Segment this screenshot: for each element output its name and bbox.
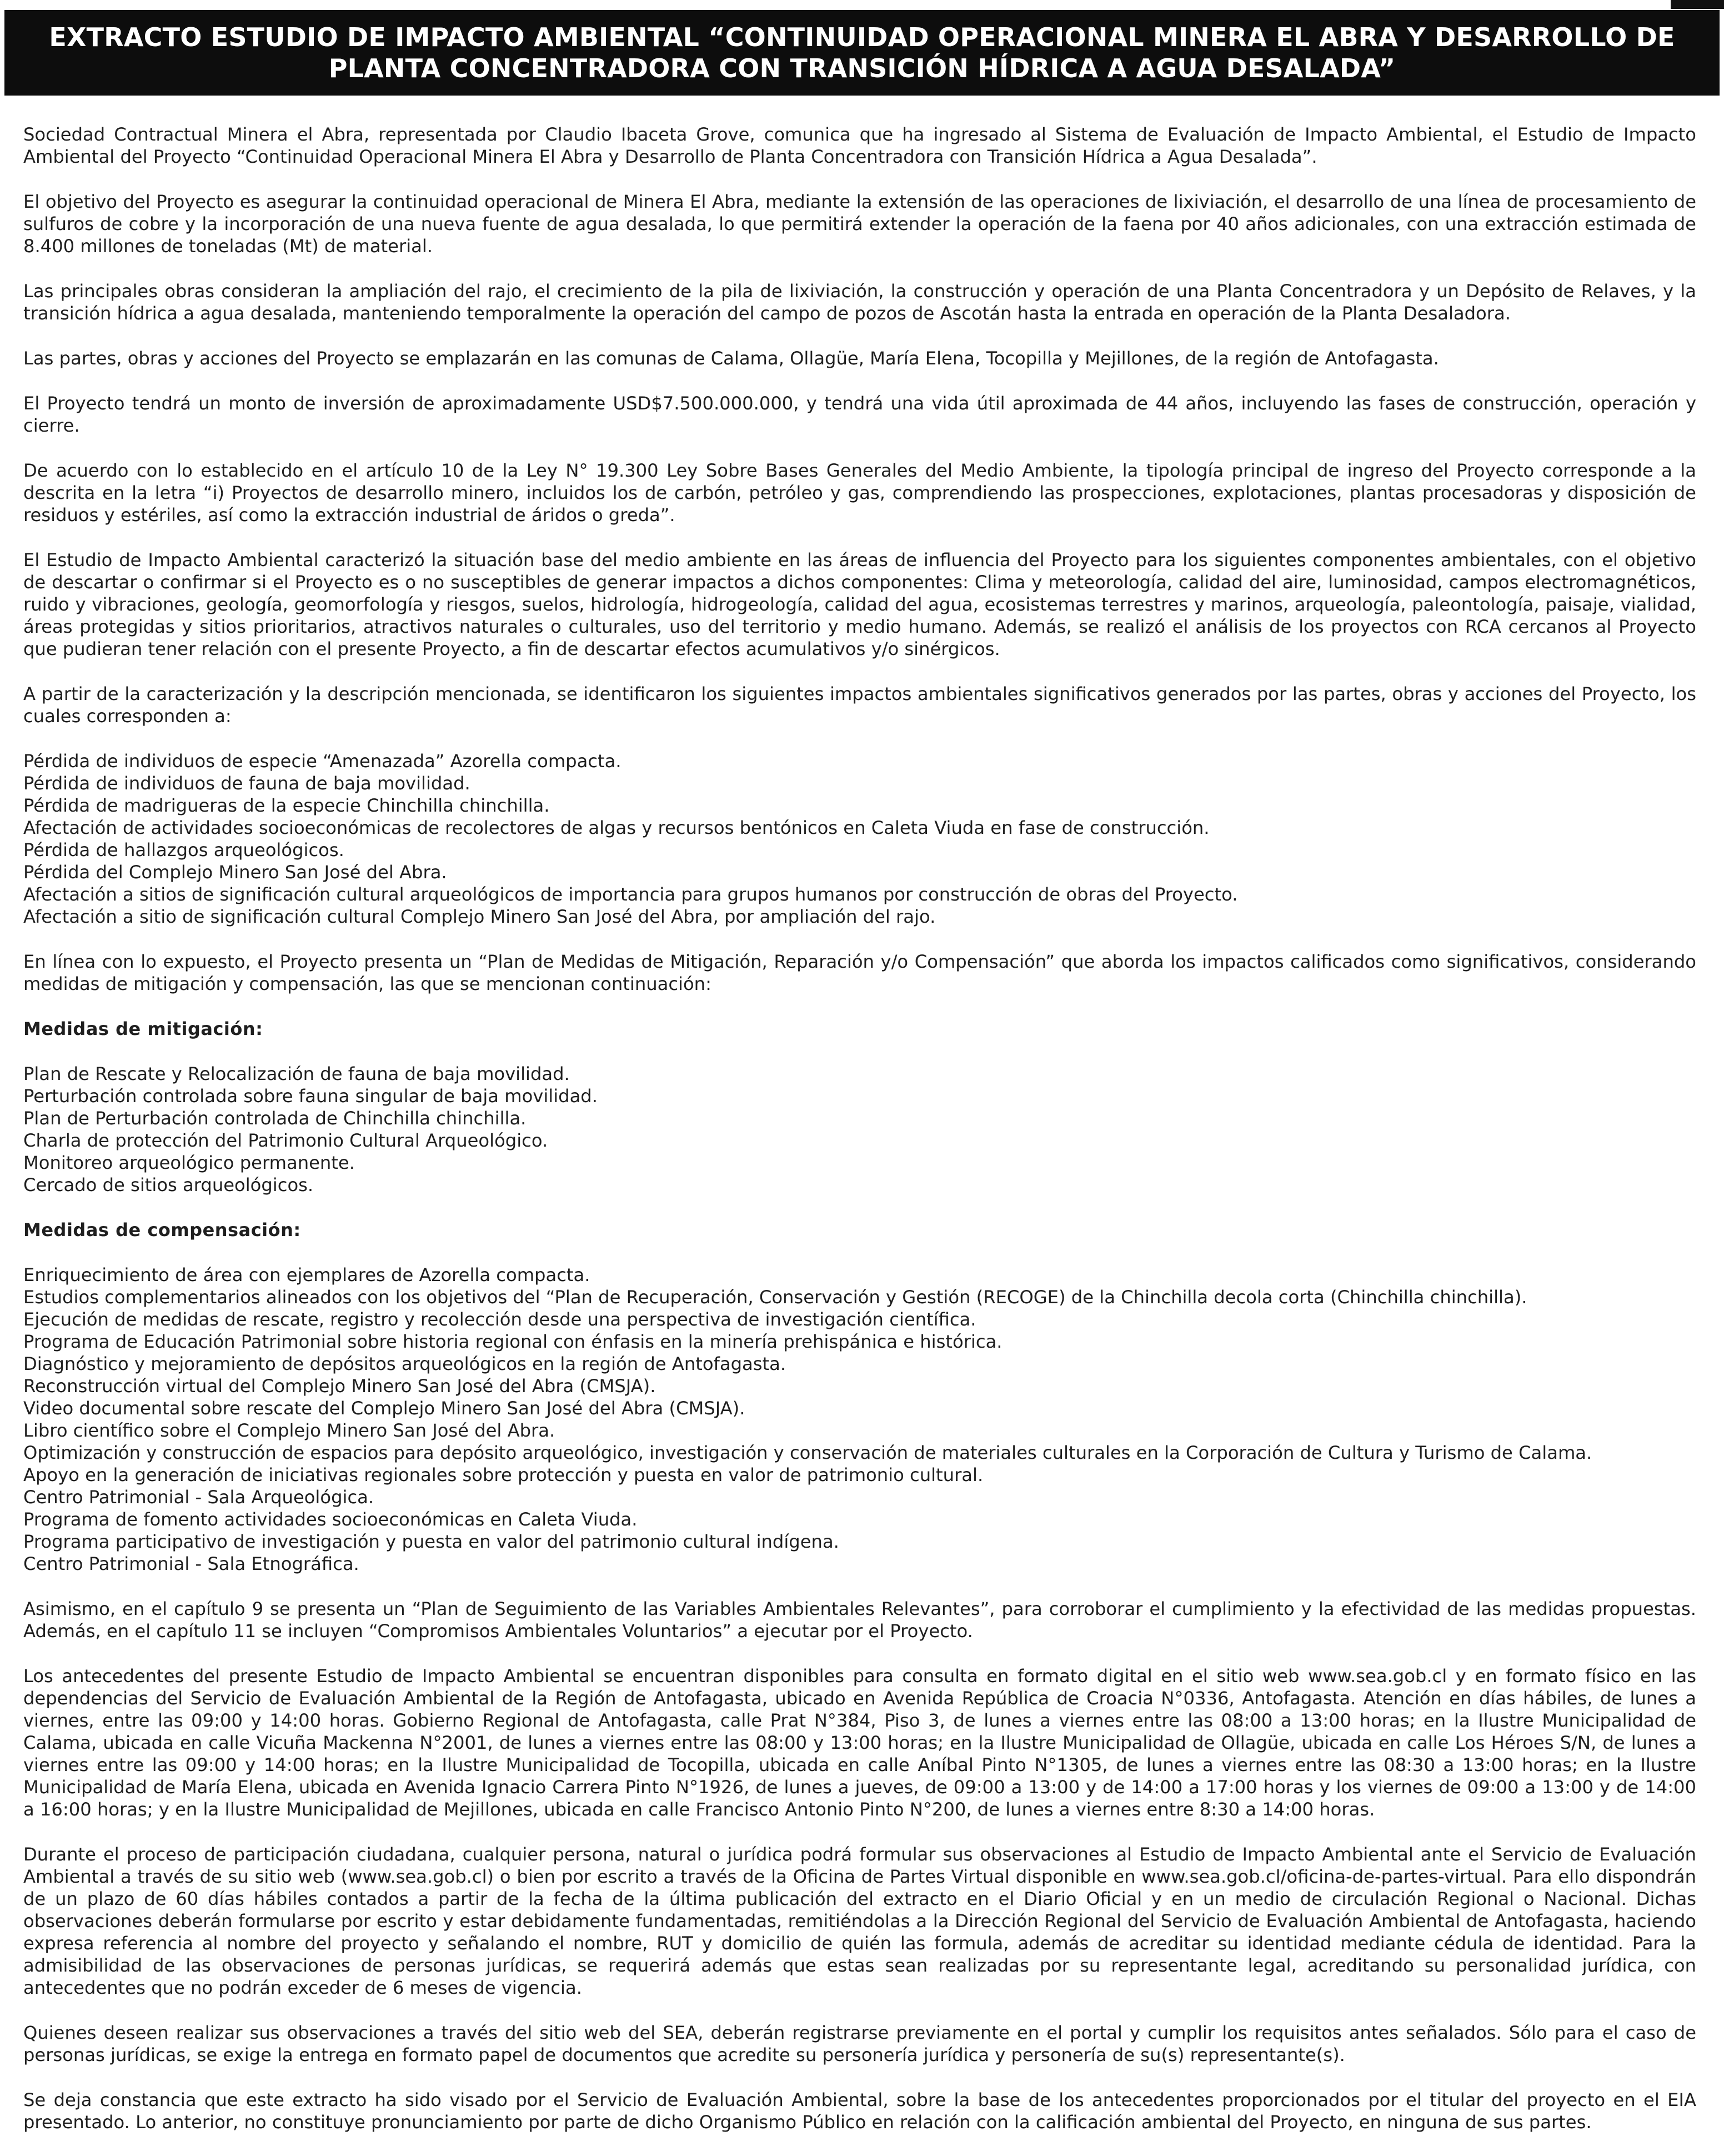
list-item: Afectación a sitios de significación cultural arqueológicos de importancia para grupos humanos por construcción de obras del Proyecto. <box>23 884 1238 905</box>
list-item: Programa de fomento actividades socioeconómicas en Caleta Viuda. <box>23 1509 638 1530</box>
list-item: Enriquecimiento de área con ejemplares de Azorella compacta. <box>23 1264 590 1285</box>
impacts-intro-paragraph: A partir de la caracterización y la descripción mencionada, se identificaron los siguientes impactos ambientales significativos generados por las partes, obras y acciones del Proyecto, los cuales corresponden a: <box>23 683 1696 727</box>
list-item: Ejecución de medidas de rescate, registro y recolección desde una perspectiva de investigación científica. <box>23 1309 976 1330</box>
top-edge-mark <box>1671 0 1724 9</box>
investment-paragraph: El Proyecto tendrá un monto de inversión de aproximadamente USD$7.500.000.000, y tendrá una vida útil aproximada de 44 años, incluyendo las fases de construcción, operación y cierre. <box>23 393 1696 436</box>
list-item: Afectación de actividades socioeconómicas de recolectores de algas y recursos bentónicos en Caleta Viuda en fase de construcción. <box>23 817 1210 838</box>
list-item: Centro Patrimonial - Sala Etnográfica. <box>23 1553 359 1574</box>
title-banner <box>4 10 1720 96</box>
list-item: Plan de Rescate y Relocalización de fauna de baja movilidad. <box>23 1063 570 1084</box>
mitigation-heading: Medidas de mitigación: <box>23 1018 263 1039</box>
list-item: Plan de Perturbación controlada de Chinchilla chinchilla. <box>23 1108 527 1129</box>
list-item: Pérdida del Complejo Minero San José del Abra. <box>23 862 447 883</box>
list-item: Cercado de sitios arqueológicos. <box>23 1174 314 1195</box>
list-item: Pérdida de individuos de especie “Amenazada” Azorella compacta. <box>23 751 622 772</box>
monitoring-paragraph: Asimismo, en el capítulo 9 se presenta un “Plan de Seguimiento de las Variables Ambientales Relevantes”, para corroborar el cumplimiento y la efectividad de las medidas propuestas. Además, en el capítulo 11 se incluyen “Compromisos Ambientales Voluntarios” a ejecutar por el Proyecto. <box>23 1598 1696 1642</box>
list-item: Centro Patrimonial - Sala Arqueológica. <box>23 1487 374 1508</box>
list-item: Pérdida de hallazgos arqueológicos. <box>23 839 344 861</box>
list-item: Perturbación controlada sobre fauna singular de baja movilidad. <box>23 1085 598 1107</box>
intro-paragraph: Sociedad Contractual Minera el Abra, representada por Claudio Ibaceta Grove, comunica que ha ingresado al Sistema de Evaluación de Impacto Ambiental, el Estudio de Impacto Ambiental del Proyecto “Continuidad Operacional Minera El Abra y Desarrollo de Planta Concentradora con Transición Hídrica a Agua Desalada”. <box>23 124 1696 167</box>
list-item: Optimización y construcción de espacios para depósito arqueológico, investigación y conservación de materiales culturales en la Corporación de Cultura y Turismo de Calama. <box>23 1442 1592 1463</box>
participation-paragraph: Durante el proceso de participación ciudadana, cualquier persona, natural o jurídica podrá formular sus observaciones al Estudio de Impacto Ambiental ante el Servicio de Evaluación Ambiental a través de su sitio web (www.sea.gob.cl) o bien por escrito a través de la Oficina de Partes Virtual disponible en www.sea.gob.cl/oficina-de-partes-virtual. Para ello dispondrán de un plazo de 60 días hábiles contados a partir de la fecha de la última publicación del extracto en el Diario Oficial y en un medio de circulación Regional o Nacional. Dichas observaciones deberán formularse por escrito y estar debidamente fundamentadas, remitiéndolas a la Dirección Regional del Servicio de Evaluación Ambiental de Antofagasta, haciendo expresa referencia al nombre del proyecto y señalando el nombre, RUT y domicilio de quién las formula, además de acreditar su identidad mediante cédula de identidad. Para la admisibilidad de las observaciones de personas jurídicas, se requerirá además que estas sean realizadas por su representante legal, acreditando su personalidad jurídica, con antecedentes que no podrán exceder de 6 meses de vigencia. <box>23 1844 1696 1998</box>
list-item: Diagnóstico y mejoramiento de depósitos arqueológicos en la región de Antofagasta. <box>23 1353 786 1374</box>
list-item: Charla de protección del Patrimonio Cultural Arqueológico. <box>23 1130 548 1151</box>
list-item: Programa de Educación Patrimonial sobre historia regional con énfasis en la minería prehispánica e histórica. <box>23 1331 1003 1352</box>
list-item: Pérdida de madrigueras de la especie Chinchilla chinchilla. <box>23 795 550 816</box>
registration-paragraph: Quienes deseen realizar sus observaciones a través del sitio web del SEA, deberán registrarse previamente en el portal y cumplir los requisitos antes señalados. Sólo para el caso de personas jurídicas, se exige la entrega en formato papel de documentos que acredite su personería jurídica y personería de su(s) representante(s). <box>23 2022 1696 2065</box>
document-body <box>23 123 1696 2156</box>
list-item: Reconstrucción virtual del Complejo Minero San José del Abra (CMSJA). <box>23 1375 656 1397</box>
availability-paragraph: Los antecedentes del presente Estudio de Impacto Ambiental se encuentran disponibles para consulta en formato digital en el sitio web www.sea.gob.cl y en formato físico en las dependencias del Servicio de Evaluación Ambiental de la Región de Antofagasta, ubicado en Avenida República de Croacia N°0336, Antofagasta. Atención en días hábiles, de lunes a viernes, entre las 09:00 y 14:00 horas. Gobierno Regional de Antofagasta, calle Prat N°384, Piso 3, de lunes a viernes entre las 08:00 a 13:00 horas; en la Ilustre Municipalidad de Calama, ubicada en calle Vicuña Mackenna N°2001, de lunes a viernes entre las 08:00 y 13:00 horas; en la Ilustre Municipalidad de Ollagüe, ubicada en calle Los Héroes S/N, de lunes a viernes entre las 09:00 y 14:00 horas; en la Ilustre Municipalidad de Tocopilla, ubicada en calle Aníbal Pinto N°1305, de lunes a viernes entre las 08:30 a 13:00 horas; en la Ilustre Municipalidad de María Elena, ubicada en Avenida Ignacio Carrera Pinto N°1926, de lunes a jueves, de 09:00 a 13:00 y de 14:00 a 17:00 horas y los viernes de 09:00 a 13:00 y de 14:00 a 16:00 horas; y en la Ilustre Municipalidad de Mejillones, ubicada en calle Francisco Antonio Pinto N°200, de lunes a viernes entre 8:30 a 14:00 horas. <box>23 1665 1696 1820</box>
compensation-list <box>23 1264 1696 1575</box>
measures-plan-paragraph: En línea con lo expuesto, el Proyecto presenta un “Plan de Medidas de Mitigación, Reparación y/o Compensación” que aborda los impactos calificados como significativos, considerando medidas de mitigación y compensación, las que se mencionan continuación: <box>23 951 1696 994</box>
list-item: Pérdida de individuos de fauna de baja movilidad. <box>23 773 470 794</box>
list-item: Video documental sobre rescate del Complejo Minero San José del Abra (CMSJA). <box>23 1398 745 1419</box>
main-works-paragraph: Las principales obras consideran la ampliación del rajo, el crecimiento de la pila de lixiviación, la construcción y operación de una Planta Concentradora y un Depósito de Relaves, y la transición hídrica a agua desalada, manteniendo temporalmente la operación del campo de pozos de Ascotán hasta la entrada en operación de la Planta Desaladora. <box>23 281 1696 324</box>
list-item: Estudios complementarios alineados con los objetivos del “Plan de Recuperación, Conservación y Gestión (RECOGE) de la Chinchilla decola corta (Chinchilla chinchilla). <box>23 1287 1527 1308</box>
impacts-list <box>23 750 1696 928</box>
disclaimer-paragraph: Se deja constancia que este extracto ha sido visado por el Servicio de Evaluación Ambiental, sobre la base de los antecedentes proporcionados por el titular del proyecto en el EIA presentado. Lo anterior, no constituye pronunciamiento por parte de dicho Organismo Público en relación con la calificación ambiental del Proyecto, en ninguna de sus partes. <box>23 2089 1696 2133</box>
list-item: Programa participativo de investigación y puesta en valor del patrimonio cultural indígena. <box>23 1531 839 1552</box>
baseline-paragraph: El Estudio de Impacto Ambiental caracterizó la situación base del medio ambiente en las áreas de influencia del Proyecto para los siguientes componentes ambientales, con el objetivo de descartar o confirmar si el Proyecto es o no susceptibles de generar impactos a dichos componentes: Clima y meteorología, calidad del aire, luminosidad, campos electromagnéticos, ruido y vibraciones, geología, geomorfología y riesgos, suelos, hidrología, hidrogeología, calidad del agua, ecosistemas terrestres y marinos, arqueología, paleontología, paisaje, vialidad, áreas protegidas y sitios prioritarios, atractivos naturales o culturales, uso del territorio y medio humano. Además, se realizó el análisis de los proyectos con RCA cercanos al Proyecto que pudieran tener relación con el presente Proyecto, a fin de descartar efectos acumulativos y/o sinérgicos. <box>23 549 1696 659</box>
objective-paragraph: El objetivo del Proyecto es asegurar la continuidad operacional de Minera El Abra, mediante la extensión de las operaciones de lixiviación, el desarrollo de una línea de procesamiento de sulfuros de cobre y la incorporación de una nueva fuente de agua desalada, lo que permitirá extender la operación de la faena por 40 años adicionales, con una extracción estimada de 8.400 millones de toneladas (Mt) de material. <box>23 191 1696 257</box>
mitigation-list <box>23 1063 1696 1196</box>
list-item: Monitoreo arqueológico permanente. <box>23 1152 355 1173</box>
typology-paragraph: De acuerdo con lo establecido en el artículo 10 de la Ley N° 19.300 Ley Sobre Bases Generales del Medio Ambiente, la tipología principal de ingreso del Proyecto corresponde a la descrita en la letra “i) Proyectos de desarrollo minero, incluidos los de carbón, petróleo y gas, comprendiendo las prospecciones, explotaciones, plantas procesadoras y disposición de residuos y estériles, así como la extracción industrial de áridos o greda”. <box>23 460 1696 526</box>
location-paragraph: Las partes, obras y acciones del Proyecto se emplazarán en las comunas de Calama, Ollagüe, María Elena, Tocopilla y Mejillones, de la región de Antofagasta. <box>23 348 1439 369</box>
list-item: Afectación a sitio de significación cultural Complejo Minero San José del Abra, por ampliación del rajo. <box>23 906 936 927</box>
compensation-heading: Medidas de compensación: <box>23 1219 301 1240</box>
document-title: EXTRACTO ESTUDIO DE IMPACTO AMBIENTAL “CONTINUIDAD OPERACIONAL MINERA EL ABRA Y DESARROLLO DE PLANTA CONCENTRADORA CON TRANSICIÓN HÍDRICA A AGUA DESALADA” <box>49 22 1675 83</box>
list-item: Libro científico sobre el Complejo Minero San José del Abra. <box>23 1420 555 1441</box>
list-item: Apoyo en la generación de iniciativas regionales sobre protección y puesta en valor de patrimonio cultural. <box>23 1464 984 1485</box>
